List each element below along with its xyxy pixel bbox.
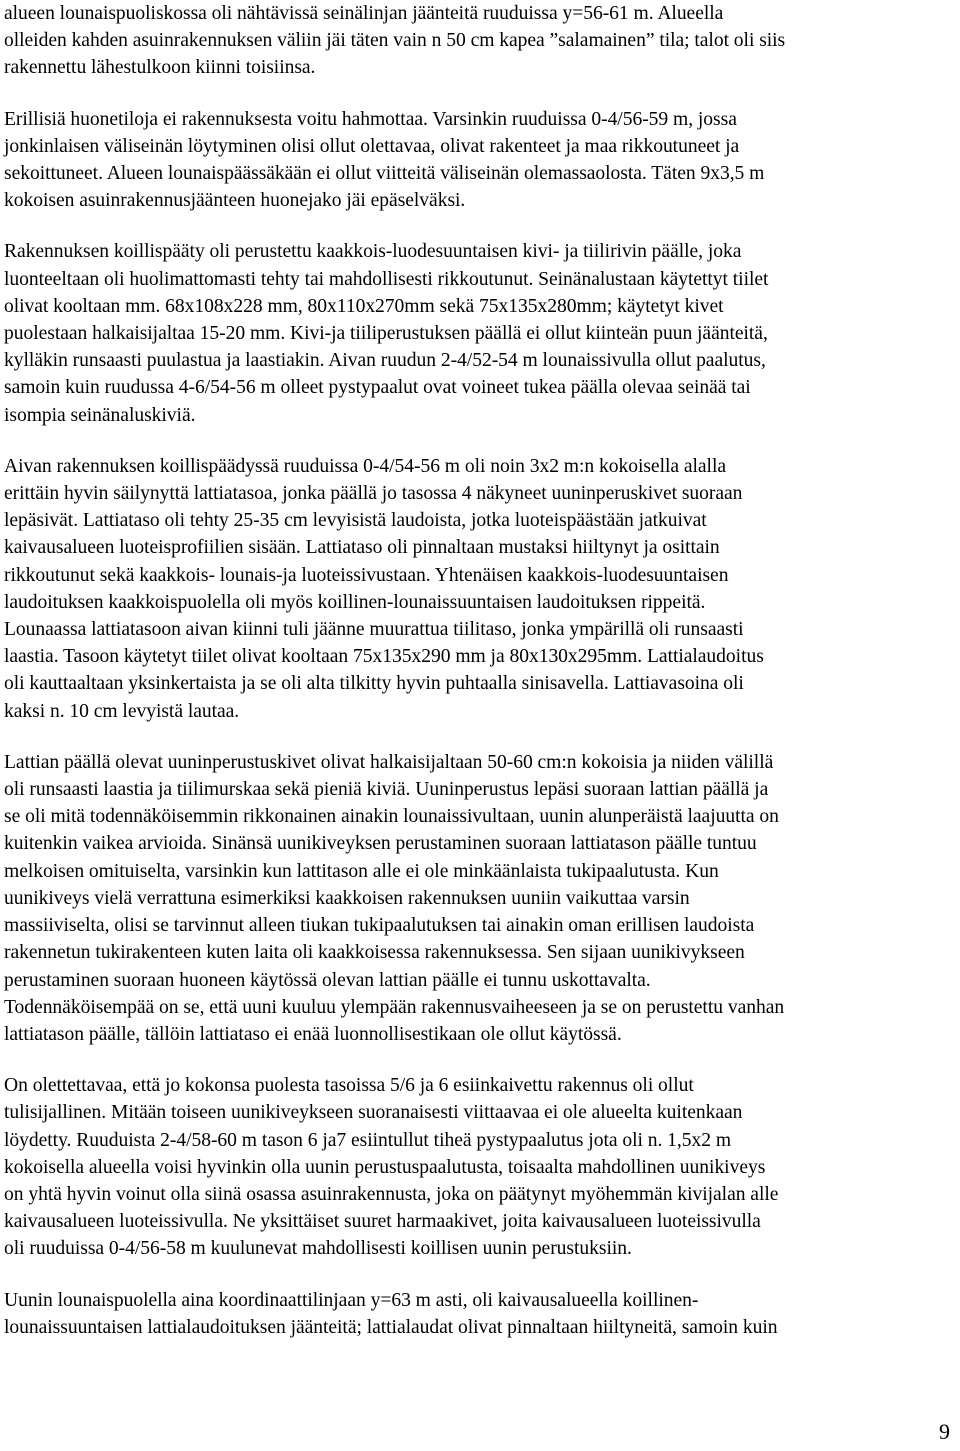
text-line: olleiden kahden asuinrakennuksen väliin jäi täten vain n 50 cm kapea ”salamainen” tila; talot oli siis xyxy=(4,30,786,52)
text-line: on yhtä hyvin voinut olla siinä osassa asuinrakennusta, joka on päätynyt myöhemmän kivijalan alle xyxy=(4,1183,779,1205)
text-line: kaivausalueen luoteisprofiilien sisään. Lattiataso oli pinnaltaan mustaksi hiiltynyt ja osittain xyxy=(4,537,720,559)
text-line: erittäin hyvin säilynyttä lattiatasoa, jonka päällä jo tasossa 4 näkyneet uuninperuskivet suoraan xyxy=(4,483,743,505)
text-line: kokoisella alueella voisi hyvinkin olla uunin perustuspaalutusta, toisaalta mahdollinen uunikiveys xyxy=(4,1156,766,1178)
paragraph-4 xyxy=(4,453,958,725)
paragraph-spacer xyxy=(4,82,958,106)
text-line: olivat kooltaan mm. 68x108x228 mm, 80x110x270mm sekä 75x135x280mm; käytetyt kivet xyxy=(4,295,724,317)
text-line: laastia. Tasoon käytetyt tiilet olivat kooltaan 75x135x290 mm ja 80x130x295mm. Lattialaudoitus xyxy=(4,646,764,668)
text-line: samoin kuin ruudussa 4-6/54-56 m olleet pystypaalut ovat voineet tukea päälla olevaa seinää tai xyxy=(4,377,751,399)
text-line: kaksi n. 10 cm levyistä lautaa. xyxy=(4,700,240,722)
text-line: se oli mitä todennäköisemmin rikkonainen ainakin lounaissivultaan, uunin alunperäistä laajuutta on xyxy=(4,806,779,828)
text-line: löydetty. Ruuduista 2-4/58-60 m tason 6 ja7 esiintullut tiheä pystypaalutus jota oli n. 1,5x2 m xyxy=(4,1129,732,1151)
text-line: Lounaassa lattiatasoon aivan kiinni tuli jäänne muurattua tiilitaso, jonka ympärillä oli runsaasti xyxy=(4,619,744,641)
paragraph-7 xyxy=(4,1287,958,1341)
text-line: Erillisiä huonetiloja ei rakennuksesta voitu hahmottaa. Varsinkin ruuduissa 0-4/56-59 m, jossa xyxy=(4,108,737,130)
text-line: luonteeltaan oli huolimattomasti tehty tai mahdollisesti rikkoutunut. Seinänalustaan käytettyt tiilet xyxy=(4,268,769,290)
text-line: lounaissuuntaisen lattialaudoituksen jäänteitä; lattialaudat olivat pinnaltaan hiiltyneitä, samoin kuin xyxy=(4,1316,778,1338)
text-line: puolestaan halkaisijaltaa 15-20 mm. Kivi-ja tiiliperustuksen päällä ei ollut kiinteän puun jäänteitä, xyxy=(4,323,768,345)
text-line: kaivausalueen luoteissivulla. Ne yksittäiset suuret harmaakivet, joita kaivausalueen luoteissivulla xyxy=(4,1211,761,1233)
text-line: uunikiveys vielä verrattuna esimerkiksi kaakkoisen rakennuksen uuniin vaikuttaa varsin xyxy=(4,887,690,909)
text-line: rakennettu lähestulkoon kiinni toisiinsa. xyxy=(4,57,316,79)
page-number: 9 xyxy=(939,1419,950,1444)
text-line: kylläkin runsaasti puulastua ja laastiakin. Aivan ruudun 2-4/52-54 m lounaissivulla ollut paalutus, xyxy=(4,350,766,372)
paragraph-6 xyxy=(4,1072,958,1262)
text-line: tulisijallinen. Mitään toiseen uunikiveykseen suoranaisesti viittaavaa ei ole alueelta kuitenkaan xyxy=(4,1102,743,1124)
text-line: lepäsivät. Lattiataso oli tehty 25-35 cm levyisistä laudoista, jotka luoteispäästään jatkuivat xyxy=(4,510,707,532)
text-line: oli runsaasti laastia ja tiilimurskaa sekä pieniä kiviä. Uuninperustus lepäsi suoraan lattian päällä ja xyxy=(4,779,769,801)
paragraph-spacer xyxy=(4,214,958,238)
paragraph-spacer xyxy=(4,429,958,453)
text-line: Rakennuksen koillispääty oli perustettu kaakkois-luodesuuntaisen kivi- ja tiilirivin päälle, joka xyxy=(4,241,742,263)
paragraph-spacer xyxy=(4,1263,958,1287)
document-page xyxy=(4,0,958,1341)
text-line: rikkoutunut sekä kaakkois- lounais-ja luoteissivustaan. Yhtenäisen kaakkois-luodesuuntaisen xyxy=(4,564,729,586)
paragraph-1 xyxy=(4,0,958,82)
text-line: oli kauttaaltaan yksinkertaista ja se oli alta tilkitty hyvin puhtaalla sinisavella. Lattiavasoina oli xyxy=(4,673,744,695)
text-line: oli ruuduissa 0-4/56-58 m kuulunevat mahdollisesti koillisen uunin perustuksiin. xyxy=(4,1238,632,1260)
text-line: Aivan rakennuksen koillispäädyssä ruuduissa 0-4/54-56 m oli noin 3x2 m:n kokoisella alalla xyxy=(4,455,726,477)
text-line: alueen lounaispuoliskossa oli nähtävissä seinälinjan jäänteitä ruuduissa y=56-61 m. Alueella xyxy=(4,3,724,24)
text-line: massiiviselta, olisi se tarvinnut alleen tiukan tukipaalutuksen tai ainakin oman erillisen laudoista xyxy=(4,915,755,937)
text-line: lattiatason päälle, tällöin lattiataso ei enää luonnollisestikaan ole ollut käytössä. xyxy=(4,1023,622,1045)
text-line: jonkinlaisen väliseinän löytyminen olisi ollut olettavaa, olivat rakenteet ja maa rikkoutuneet ja xyxy=(4,135,740,157)
paragraph-spacer xyxy=(4,725,958,749)
paragraph-spacer xyxy=(4,1048,958,1072)
text-line: perustaminen suoraan huoneen käytössä olevan lattian päälle ei tunnu uskottavalta. xyxy=(4,969,651,991)
text-line: On olettettavaa, että jo kokonsa puolesta tasoissa 5/6 ja 6 esiinkaivettu rakennus oli ollut xyxy=(4,1075,694,1097)
text-line: Todennäköisempää on se, että uuni kuuluu ylempään rakennusvaiheeseen ja se on perustettu vanhan xyxy=(4,996,785,1018)
paragraph-5 xyxy=(4,749,958,1048)
text-line: kuitenkin vaikea arvioida. Sinänsä uunikiveyksen perustaminen suoraan lattiatason päälle tuntuu xyxy=(4,833,757,855)
text-line: kokoisen asuinrakennusjäänteen huonejako jäi epäselväksi. xyxy=(4,190,466,212)
paragraph-2 xyxy=(4,106,958,215)
text-line: Uunin lounaispuolella aina koordinaattilinjaan y=63 m asti, oli kaivausalueella koillinen- xyxy=(4,1289,699,1311)
text-line: rakennetun tukirakenteen kuten laita oli kaakkoisessa rakennuksessa. Sen sijaan uunikivykseen xyxy=(4,942,745,964)
text-line: isompia seinänaluskiviä. xyxy=(4,404,196,426)
text-line: laudoituksen kaakkoispuolella oli myös koillinen-lounaissuuntaisen laudoituksen rippeitä. xyxy=(4,591,706,613)
paragraph-3 xyxy=(4,238,958,428)
text-line: melkoisen omituiselta, varsinkin kun lattitason alle ei ole minkäänlaista tukipaalutusta. Kun xyxy=(4,860,719,882)
text-line: Lattian päällä olevat uuninperustuskivet olivat halkaisijaltaan 50-60 cm:n kokoisia ja niiden välillä xyxy=(4,751,774,773)
text-line: sekoittuneet. Alueen lounaispäässäkään ei ollut viitteitä väliseinän olemassaolosta. Täten 9x3,5 m xyxy=(4,163,765,185)
